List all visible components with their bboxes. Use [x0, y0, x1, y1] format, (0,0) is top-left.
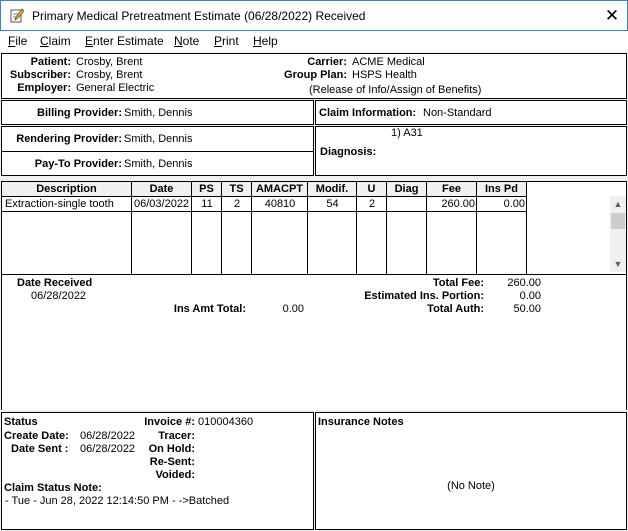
- menu-enter-estimate[interactable]: Enter Estimate: [85, 34, 164, 48]
- total-fee-value: 260.00: [507, 277, 541, 289]
- re-sent-label: Re-Sent:: [149, 456, 195, 468]
- diagnosis-item: 1) A31: [391, 127, 423, 139]
- employer-value: General Electric: [76, 82, 155, 94]
- cell-u[interactable]: 2: [368, 198, 376, 210]
- close-button[interactable]: ✕: [604, 6, 620, 25]
- invoice-value: 010004360: [198, 416, 254, 428]
- date-received-label: Date Received: [17, 277, 93, 289]
- rendering-provider-value: Smith, Dennis: [124, 133, 193, 145]
- menu-bar: [0, 31, 628, 52]
- date-sent-value: 06/28/2022: [80, 443, 136, 455]
- col-header-date[interactable]: Date: [132, 182, 192, 197]
- patient-value: Crosby, Brent: [76, 56, 143, 68]
- claim-status-note-label: Claim Status Note:: [4, 482, 102, 494]
- invoice-label: Invoice #:: [144, 416, 195, 428]
- col-header-modif[interactable]: Modif.: [308, 182, 357, 197]
- billing-provider-label: Billing Provider:: [37, 107, 122, 119]
- ins-amt-total-label: Ins Amt Total:: [173, 303, 246, 315]
- total-auth-value: 50.00: [513, 303, 541, 315]
- scroll-down-icon[interactable]: ▼: [613, 259, 623, 269]
- estimated-ins-portion-value: 0.00: [519, 290, 541, 302]
- status-panel: [1, 412, 314, 530]
- procedure-table: [1, 181, 627, 275]
- group-plan-value: HSPS Health: [352, 69, 417, 81]
- billing-provider-panel: [1, 100, 314, 125]
- rendering-provider-label: Rendering Provider:: [16, 133, 122, 145]
- insurance-notes-label: Insurance Notes: [318, 416, 404, 428]
- insurance-notes-panel: [315, 412, 627, 530]
- subscriber-label: Subscriber:: [9, 69, 71, 81]
- cell-date[interactable]: 06/03/2022: [134, 198, 190, 210]
- claim-information-value: Non-Standard: [423, 107, 492, 119]
- cell-description[interactable]: Extraction-single tooth: [5, 198, 114, 210]
- on-hold-label: On Hold:: [148, 443, 195, 455]
- claim-information-label: Claim Information:: [319, 107, 417, 119]
- col-header-amacpt[interactable]: AMACPT: [252, 182, 308, 197]
- col-header-fee[interactable]: Fee: [427, 182, 477, 197]
- menu-claim[interactable]: Claim: [40, 34, 71, 48]
- group-plan-label: Group Plan:: [284, 69, 347, 81]
- date-sent-label: Date Sent :: [11, 443, 69, 455]
- voided-label: Voided:: [155, 469, 195, 481]
- title-bar: [0, 0, 628, 31]
- cell-modif[interactable]: 54: [326, 198, 339, 210]
- col-header-ins-pd[interactable]: Ins Pd: [477, 182, 527, 197]
- billing-provider-value: Smith, Dennis: [124, 107, 193, 119]
- total-fee-label: Total Fee:: [432, 277, 484, 289]
- diagnosis-panel: [315, 126, 627, 176]
- employer-label: Employer:: [17, 82, 71, 94]
- col-header-ts[interactable]: TS: [222, 182, 252, 197]
- estimated-ins-portion-label: Estimated Ins. Portion:: [364, 290, 484, 302]
- menu-help[interactable]: Help: [253, 34, 278, 48]
- insurance-notes-content[interactable]: (No Note): [447, 480, 495, 492]
- cell-ins-pd[interactable]: 0.00: [503, 198, 525, 210]
- provider-divider: [2, 151, 313, 152]
- payto-provider-value: Smith, Dennis: [124, 158, 193, 170]
- claim-information-panel: [315, 100, 627, 125]
- create-date-value: 06/28/2022: [80, 430, 136, 442]
- col-header-diag[interactable]: Diag: [387, 182, 427, 197]
- payto-provider-label: Pay-To Provider:: [34, 158, 122, 170]
- claim-status-note-value: - Tue - Jun 28, 2022 12:14:50 PM - ->Batched: [5, 495, 230, 507]
- carrier-value: ACME Medical: [352, 56, 425, 68]
- release-note: (Release of Info/Assign of Benefits): [309, 84, 482, 96]
- col-header-description[interactable]: Description: [2, 182, 132, 197]
- scroll-up-icon[interactable]: ▲: [613, 199, 623, 209]
- col-header-ps[interactable]: PS: [192, 182, 222, 197]
- rendering-payto-panel: [1, 126, 314, 176]
- table-row[interactable]: [2, 197, 527, 212]
- menu-note[interactable]: Note: [174, 34, 200, 48]
- cell-ts[interactable]: 2: [233, 198, 241, 210]
- menu-file[interactable]: File: [8, 34, 28, 48]
- totals-area: [1, 275, 627, 410]
- cell-amacpt[interactable]: 40810: [264, 198, 296, 210]
- cell-fee[interactable]: 260.00: [441, 198, 475, 210]
- patient-info-panel: [1, 53, 627, 99]
- subscriber-value: Crosby, Brent: [76, 69, 143, 81]
- ins-amt-total-value: 0.00: [282, 303, 304, 315]
- date-received-value: 06/28/2022: [31, 290, 87, 302]
- col-header-u[interactable]: U: [357, 182, 387, 197]
- menu-print[interactable]: Print: [214, 34, 239, 48]
- total-auth-label: Total Auth:: [427, 303, 484, 315]
- window-title: Primary Medical Pretreatment Estimate (06/28/2022) Received: [32, 9, 366, 23]
- patient-label: Patient:: [30, 56, 71, 68]
- table-scrollbar[interactable]: [610, 196, 626, 272]
- status-label: Status: [4, 416, 38, 428]
- tracer-label: Tracer:: [158, 430, 195, 442]
- create-date-label: Create Date:: [4, 430, 69, 442]
- scroll-thumb[interactable]: [611, 213, 625, 229]
- diagnosis-label: Diagnosis:: [320, 146, 377, 158]
- cell-ps[interactable]: 11: [201, 198, 213, 210]
- carrier-label: Carrier:: [307, 56, 347, 68]
- pencil-note-icon: [10, 8, 24, 23]
